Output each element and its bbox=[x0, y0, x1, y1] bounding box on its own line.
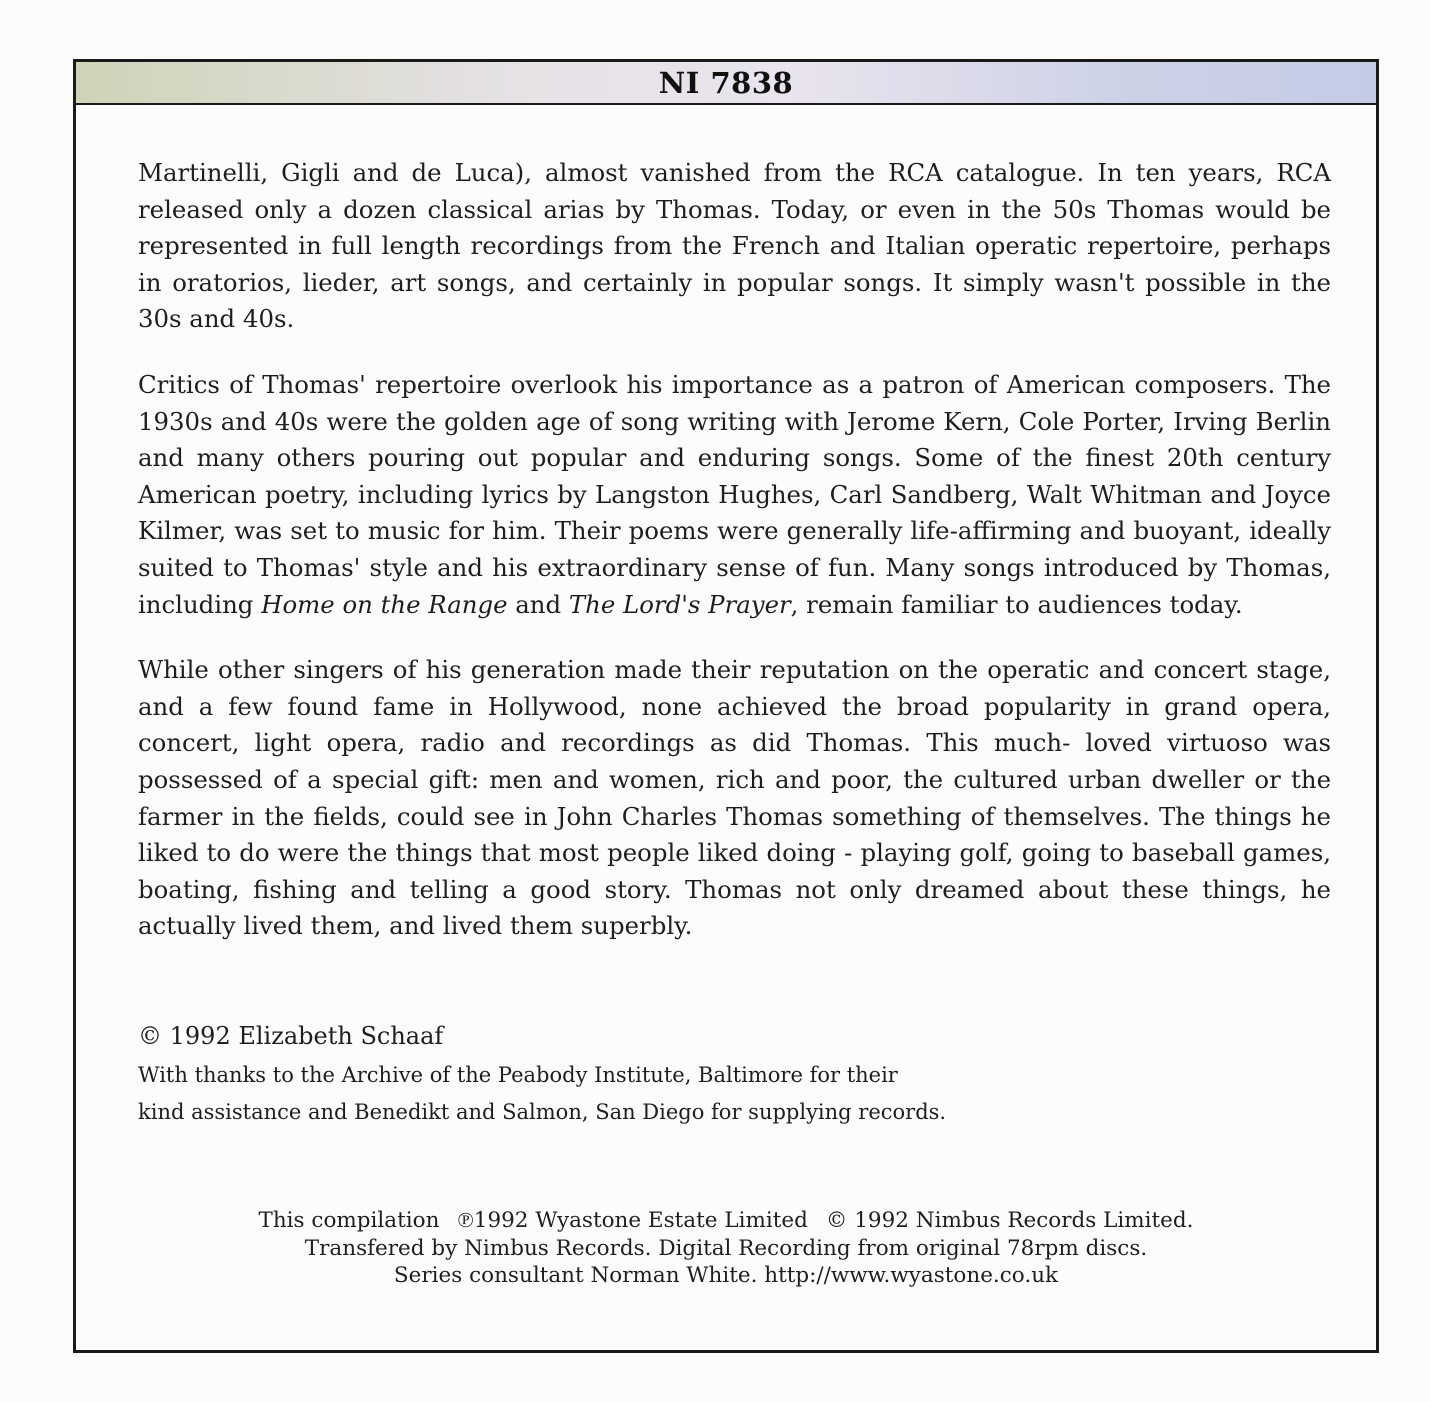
footer-line-3: Series consultant Norman White. http://www.wyastone.co.uk bbox=[393, 1263, 1059, 1288]
footer bbox=[76, 1207, 1376, 1290]
footer-line-1 bbox=[76, 1207, 1376, 1235]
paragraph-3: While other singers of his generation made their reputation on the operatic and concert stage, and a few found fame in Hollywood, none achieved the broad popularity in grand opera, concert, light opera, radio and recordings as did Thomas. This much- loved virtuoso was possessed of a special gift: men and women, rich and poor, the cultured urban dweller or the farmer in the fields, could see in John Charles Thomas something of themselves. The things he liked to do were the things that most people liked doing - playing golf, going to baseball games, boating, fishing and telling a good story. Thomas not only dreamed about these things, he actually lived them, and lived them superbly. bbox=[138, 655, 1331, 941]
copyright-notice: © 1992 Nimbus Records Limited. bbox=[825, 1208, 1194, 1233]
song-title-lords-prayer: The Lord's Prayer bbox=[568, 589, 791, 619]
author-copyright: © 1992 Elizabeth Schaaf bbox=[138, 1022, 444, 1050]
paragraph-2-text-middle: and bbox=[507, 589, 569, 619]
paragraph-2-text-before: Critics of Thomas' repertoire overlook his importance as a patron of American composers. The 1930s and 40s were the golden age of song writing with Jerome Kern, Cole Porter, Irving Berlin and many others pouring out popular and enduring songs. Some of the finest 20th century American poetry, including lyrics by Langston Hughes, Carl Sandberg, Walt Whitman and Joyce Kilmer, was set to music for him. Their poems were generally life-affirming and buoyant, ideally suited to Thomas' style and his extraordinary sense of fun. Many songs introduced by Thomas, including bbox=[138, 369, 1331, 619]
thanks-line-1: With thanks to the Archive of the Peabody Institute, Baltimore for their bbox=[138, 1063, 898, 1087]
credits bbox=[138, 1019, 1138, 1131]
booklet-frame bbox=[73, 59, 1379, 1353]
acknowledgements bbox=[138, 1057, 1138, 1131]
header-bar bbox=[76, 62, 1376, 105]
paragraph-2-text-after: , remain familiar to audiences today. bbox=[790, 589, 1243, 619]
paragraph-1: Martinelli, Gigli and de Luca), almost vanished from the RCA catalogue. In ten years, RCA released only a dozen classical arias by Thomas. Today, or even in the 50s Thomas would be represented in full length recordings from the French and Italian operatic repertoire, perhaps in oratorios, lieder, art songs, and certainly in popular songs. It simply wasn't possible in the 30s and 40s. bbox=[138, 158, 1331, 334]
footer-line-2: Transfered by Nimbus Records. Digital Recording from original 78rpm discs. bbox=[304, 1235, 1148, 1261]
compilation-label: This compilation bbox=[258, 1208, 440, 1233]
catalog-number: NI 7838 bbox=[658, 65, 794, 100]
paragraph-2 bbox=[138, 367, 1331, 623]
body-text bbox=[138, 155, 1331, 974]
song-title-home-on-the-range: Home on the Range bbox=[261, 589, 508, 619]
phonographic-notice: ℗1992 Wyastone Estate Limited bbox=[457, 1208, 808, 1233]
thanks-line-2: kind assistance and Benedikt and Salmon, San Diego for supplying records. bbox=[138, 1100, 947, 1124]
